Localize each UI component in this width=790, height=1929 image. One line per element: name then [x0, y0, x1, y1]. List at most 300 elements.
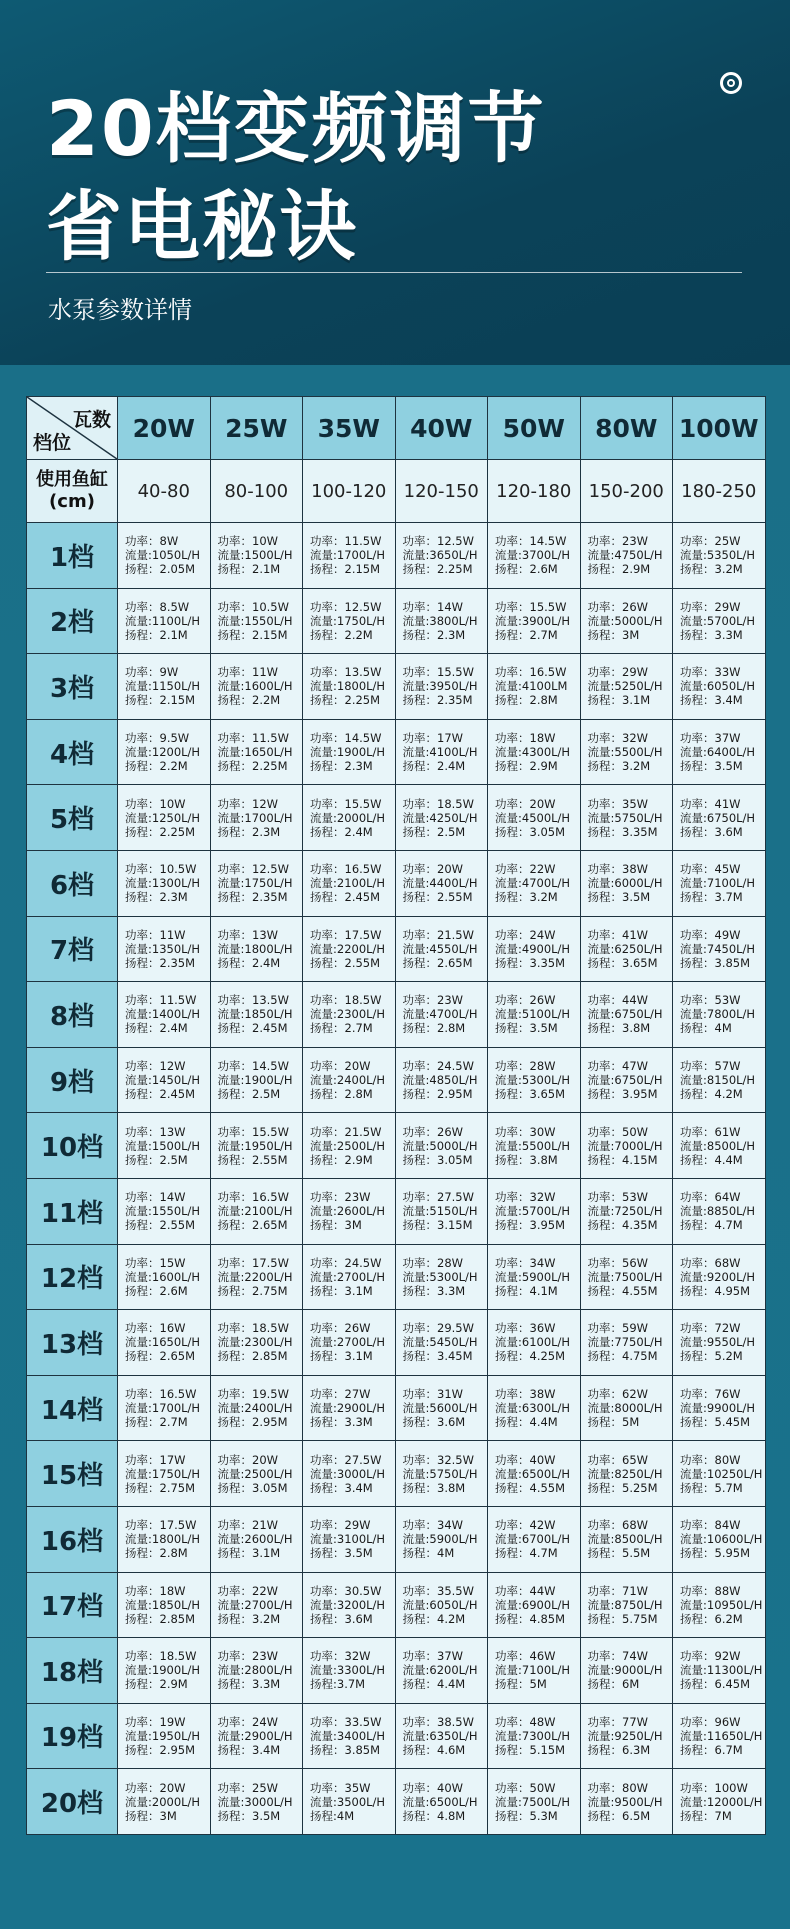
spec-cell [303, 1769, 396, 1835]
flow-value: 流量:4400L/H [402, 876, 478, 891]
wattage-header: 50W [488, 397, 581, 460]
flow-value: 流量:3400L/H [310, 1728, 386, 1743]
power-value: 功率：14W [402, 599, 464, 614]
gear-label: 9档 [27, 1047, 118, 1113]
power-value: 功率：35W [587, 796, 649, 811]
power-value: 功率：72W [680, 1321, 741, 1336]
head-value: 扬程：6.3M [587, 1742, 651, 1757]
spec-cell [303, 1638, 396, 1704]
head-value: 扬程：3.1M [217, 1546, 281, 1561]
power-value: 功率：80W [587, 1780, 649, 1795]
flow-value: 流量:4850L/H [402, 1073, 478, 1088]
flow-value: 流量:9900L/H [680, 1401, 756, 1416]
head-value: 扬程：2.7M [310, 1021, 373, 1036]
spec-cell [580, 1178, 673, 1244]
head-value: 扬程：2.65M [402, 955, 473, 970]
head-value: 扬程：3.3M [680, 627, 743, 642]
flow-value: 流量:6500L/H [495, 1466, 571, 1481]
spec-cell [580, 1047, 673, 1113]
flow-value: 流量:2300L/H [310, 1007, 386, 1022]
flow-value: 流量:9550L/H [680, 1335, 756, 1350]
spec-cell [118, 588, 211, 654]
spec-cell [395, 850, 488, 916]
spec-cell [673, 785, 766, 851]
spec-cell [210, 1047, 303, 1113]
spec-cell [673, 1113, 766, 1179]
head-value: 扬程：3.35M [587, 824, 658, 839]
power-value: 功率：37W [402, 1649, 464, 1664]
head-value: 扬程：3.15M [402, 1218, 473, 1233]
flow-value: 流量:2800L/H [217, 1663, 293, 1678]
tank-size-cell: 120-150 [395, 460, 488, 523]
power-value: 功率：20W [402, 862, 464, 877]
flow-value: 流量:1800L/H [125, 1532, 201, 1547]
flow-value: 流量:5100L/H [495, 1007, 571, 1022]
flow-value: 流量:5350L/H [680, 548, 756, 563]
spec-cell [210, 654, 303, 720]
gear-label: 20档 [27, 1769, 118, 1835]
spec-cell [395, 1572, 488, 1638]
head-value: 扬程：2.3M [125, 890, 188, 905]
head-value: 扬程：4.4M [495, 1415, 558, 1430]
power-value: 功率：20W [310, 1059, 371, 1074]
head-value: 扬程：2.4M [402, 759, 466, 774]
flow-value: 流量:4750L/H [587, 548, 663, 563]
power-value: 功率：17.5W [125, 1518, 197, 1533]
power-value: 功率：88W [680, 1583, 741, 1598]
head-value: 扬程：2.35M [402, 693, 473, 708]
flow-value: 流量:9000L/H [587, 1663, 663, 1678]
spec-cell [303, 1375, 396, 1441]
flow-value: 流量:1850L/H [217, 1007, 293, 1022]
head-value: 扬程：2.9M [125, 1677, 188, 1692]
flow-value: 流量:1400L/H [125, 1007, 201, 1022]
head-value: 扬程：3.1M [310, 1283, 373, 1298]
flow-value: 流量:6700L/H [495, 1532, 571, 1547]
tank-size-cell: 120-180 [488, 460, 581, 523]
spec-cell [210, 982, 303, 1048]
flow-value: 流量:12000L/H [680, 1794, 763, 1809]
power-value: 功率：48W [495, 1714, 556, 1729]
head-value: 扬程：3.2M [680, 562, 743, 577]
power-value: 功率：14.5W [495, 534, 567, 549]
spec-cell [488, 785, 581, 851]
flow-value: 流量:3800L/H [402, 613, 478, 628]
head-value: 扬程：2.7M [495, 627, 558, 642]
flow-value: 流量:1950L/H [217, 1138, 293, 1153]
spec-cell [488, 1113, 581, 1179]
power-value: 功率：9W [125, 665, 179, 680]
head-value: 扬程：4M [680, 1021, 732, 1036]
flow-value: 流量:11650L/H [680, 1728, 763, 1743]
power-value: 功率：13W [217, 927, 279, 942]
flow-value: 流量:3900L/H [495, 613, 571, 628]
power-value: 功率：65W [587, 1452, 649, 1467]
power-value: 功率：16.5W [217, 1190, 289, 1205]
flow-value: 流量:8150L/H [680, 1073, 756, 1088]
flow-value: 流量:7000L/H [587, 1138, 663, 1153]
head-value: 扬程：3.3M [310, 1415, 373, 1430]
gear-row [27, 1113, 766, 1179]
head-value: 扬程：3.3M [217, 1677, 281, 1692]
power-value: 功率：33.5W [310, 1714, 382, 1729]
power-value: 功率：59W [587, 1321, 649, 1336]
head-value: 扬程：3.3M [402, 1283, 466, 1298]
gear-row [27, 1375, 766, 1441]
head-value: 扬程：3.45M [402, 1349, 473, 1364]
head-value: 扬程：7M [680, 1808, 732, 1823]
power-value: 功率：20W [217, 1452, 279, 1467]
head-value: 扬程：2.65M [217, 1218, 288, 1233]
head-value: 扬程：5.3M [495, 1808, 558, 1823]
flow-value: 流量:6900L/H [495, 1597, 571, 1612]
power-value: 功率：50W [495, 1780, 556, 1795]
power-value: 功率：8W [125, 534, 179, 549]
spec-cell [488, 982, 581, 1048]
head-value: 扬程：3.2M [495, 890, 558, 905]
flow-value: 流量:1050L/H [125, 548, 201, 563]
spec-cell [488, 1703, 581, 1769]
power-value: 功率：27W [310, 1387, 371, 1402]
spec-cell [118, 1310, 211, 1376]
gear-label: 13档 [27, 1310, 118, 1376]
power-value: 功率：11.5W [125, 993, 197, 1008]
head-value: 扬程：3.7M [680, 890, 743, 905]
power-value: 功率：18.5W [310, 993, 382, 1008]
power-value: 功率：57W [680, 1059, 741, 1074]
spec-cell [673, 1178, 766, 1244]
head-value: 扬程：3.5M [587, 890, 651, 905]
power-value: 功率：74W [587, 1649, 649, 1664]
power-value: 功率：96W [680, 1714, 741, 1729]
head-value: 扬程：2.15M [310, 562, 381, 577]
power-value: 功率：16.5W [310, 862, 382, 877]
gear-row [27, 719, 766, 785]
spec-cell [395, 916, 488, 982]
power-value: 功率：26W [587, 599, 649, 614]
power-value: 功率：27.5W [310, 1452, 382, 1467]
flow-value: 流量:1250L/H [125, 810, 201, 825]
flow-value: 流量:4900L/H [495, 941, 571, 956]
head-value: 扬程：2.55M [310, 955, 381, 970]
spec-cell [395, 1244, 488, 1310]
flow-value: 流量:4500L/H [495, 810, 571, 825]
corner-gear-label: 档位 [33, 432, 72, 454]
flow-value: 流量:2600L/H [217, 1532, 293, 1547]
spec-cell [118, 785, 211, 851]
spec-cell [118, 1178, 211, 1244]
flow-value: 流量:3500L/H [310, 1794, 386, 1809]
spec-cell [118, 654, 211, 720]
power-value: 功率：16W [125, 1321, 186, 1336]
spec-cell [395, 982, 488, 1048]
head-value: 扬程：3.1M [587, 693, 651, 708]
tank-size-cell: 80-100 [210, 460, 303, 523]
power-value: 功率：11.5W [217, 731, 289, 746]
head-value: 扬程：6.5M [587, 1808, 651, 1823]
spec-cell [118, 1506, 211, 1572]
head-value: 扬程：5M [587, 1415, 640, 1430]
spec-cell [395, 1310, 488, 1376]
power-value: 功率：10W [125, 796, 186, 811]
flow-value: 流量:7250L/H [587, 1204, 663, 1219]
head-value: 扬程：2.55M [217, 1152, 288, 1167]
spec-cell [673, 916, 766, 982]
spec-cell [395, 1441, 488, 1507]
flow-value: 流量:6300L/H [495, 1401, 571, 1416]
power-value: 功率：77W [587, 1714, 649, 1729]
head-value: 扬程：2.25M [310, 693, 381, 708]
gear-label: 1档 [27, 523, 118, 589]
head-value: 扬程：2.85M [217, 1349, 288, 1364]
gear-row [27, 1769, 766, 1835]
power-value: 功率：26W [495, 993, 556, 1008]
power-value: 功率：10.5W [217, 599, 289, 614]
header-banner [0, 0, 790, 365]
head-value: 扬程：3.85M [680, 955, 751, 970]
spec-cell [488, 654, 581, 720]
power-value: 功率：8.5W [125, 599, 190, 614]
flow-value: 流量:2200L/H [310, 941, 386, 956]
head-value: 扬程：2.3M [217, 824, 281, 839]
head-value: 扬程：4.15M [587, 1152, 658, 1167]
head-value: 扬程：3.5M [495, 1021, 558, 1036]
head-value: 扬程：5.2M [680, 1349, 743, 1364]
spec-cell [118, 850, 211, 916]
flow-value: 流量:5150L/H [402, 1204, 478, 1219]
power-value: 功率：68W [587, 1518, 649, 1533]
head-value: 扬程：2.65M [125, 1349, 196, 1364]
head-value: 扬程：3M [125, 1808, 177, 1823]
head-value: 扬程：2.5M [125, 1152, 188, 1167]
power-value: 功率：20W [495, 796, 556, 811]
head-value: 扬程：2.25M [217, 759, 288, 774]
head-value: 扬程：2.8M [310, 1087, 373, 1102]
spec-cell [210, 523, 303, 589]
flow-value: 流量:5900L/H [495, 1269, 571, 1284]
head-value: 扬程：3.6M [402, 1415, 466, 1430]
flow-value: 流量:3000L/H [310, 1466, 386, 1481]
power-value: 功率：56W [587, 1255, 649, 1270]
flow-value: 流量:7450L/H [680, 941, 756, 956]
flow-value: 流量:2700L/H [310, 1269, 386, 1284]
head-value: 扬程：2.85M [125, 1611, 196, 1626]
gear-label: 10档 [27, 1113, 118, 1179]
spec-cell [303, 1506, 396, 1572]
flow-value: 流量:5900L/H [402, 1532, 478, 1547]
head-value: 扬程：3M [310, 1218, 362, 1233]
spec-cell [303, 785, 396, 851]
spec-cell [580, 1244, 673, 1310]
flow-value: 流量:4700L/H [495, 876, 571, 891]
page-title-line1: 20档变频调节 [46, 84, 546, 173]
gear-row [27, 785, 766, 851]
spec-cell [210, 1572, 303, 1638]
head-value: 扬程：2.15M [125, 693, 196, 708]
power-value: 功率：16.5W [495, 665, 567, 680]
head-value: 扬程：6M [587, 1677, 640, 1692]
head-value: 扬程：2.9M [495, 759, 558, 774]
power-value: 功率：23W [587, 534, 649, 549]
wattage-header: 25W [210, 397, 303, 460]
pump-parameter-table-wrapper [26, 396, 765, 1835]
flow-value: 流量:2000L/H [125, 1794, 201, 1809]
head-value: 扬程：4.85M [495, 1611, 566, 1626]
tank-size-label-text: 使用鱼缸 [36, 469, 108, 490]
spec-cell [118, 1375, 211, 1441]
spec-cell [673, 1506, 766, 1572]
spec-cell [673, 1703, 766, 1769]
spec-cell [395, 654, 488, 720]
spec-cell [580, 916, 673, 982]
head-value: 扬程：5.75M [587, 1611, 658, 1626]
gear-label: 5档 [27, 785, 118, 851]
corner-wattage-label: 瓦数 [72, 409, 111, 431]
flow-value: 流量:5300L/H [402, 1269, 478, 1284]
spec-cell [118, 1703, 211, 1769]
flow-value: 流量:9250L/H [587, 1728, 663, 1743]
spec-cell [210, 1441, 303, 1507]
power-value: 功率：34W [402, 1518, 464, 1533]
flow-value: 流量:7100L/H [680, 876, 756, 891]
power-value: 功率：12W [217, 796, 279, 811]
power-value: 功率：13W [125, 1124, 186, 1139]
spec-cell [580, 1703, 673, 1769]
flow-value: 流量:7100L/H [495, 1663, 571, 1678]
spec-cell [673, 1047, 766, 1113]
power-value: 功率：12W [125, 1059, 186, 1074]
power-value: 功率：32W [495, 1190, 556, 1205]
spec-cell [580, 1506, 673, 1572]
flow-value: 流量:6350L/H [402, 1728, 478, 1743]
power-value: 功率：37W [680, 731, 741, 746]
power-value: 功率：64W [680, 1190, 741, 1205]
flow-value: 流量:2400L/H [310, 1073, 386, 1088]
flow-value: 流量:1150L/H [125, 679, 201, 694]
head-value: 扬程：4.1M [495, 1283, 558, 1298]
spec-cell [673, 850, 766, 916]
tank-size-cell: 180-250 [673, 460, 766, 523]
spec-cell [673, 654, 766, 720]
power-value: 功率：10W [217, 534, 279, 549]
power-value: 功率：41W [680, 796, 741, 811]
power-value: 功率：24.5W [310, 1255, 382, 1270]
flow-value: 流量:5300L/H [495, 1073, 571, 1088]
head-value: 扬程：3.6M [680, 824, 743, 839]
head-value: 扬程：4.4M [402, 1677, 466, 1692]
power-value: 功率：18W [495, 731, 556, 746]
gear-row [27, 916, 766, 982]
flow-value: 流量:5250L/H [587, 679, 663, 694]
power-value: 功率：21W [217, 1518, 279, 1533]
spec-cell [303, 1113, 396, 1179]
flow-value: 流量:2700L/H [310, 1335, 386, 1350]
spec-cell [210, 1506, 303, 1572]
registered-mark-icon [720, 72, 742, 94]
head-value: 扬程：2.3M [310, 759, 373, 774]
flow-value: 流量:1100L/H [125, 613, 201, 628]
flow-value: 流量:7500L/H [587, 1269, 663, 1284]
spec-cell [673, 1638, 766, 1704]
power-value: 功率：62W [587, 1387, 649, 1402]
wattage-header: 20W [118, 397, 211, 460]
power-value: 功率：100W [680, 1780, 748, 1795]
gear-label: 19档 [27, 1703, 118, 1769]
flow-value: 流量:3300L/H [310, 1663, 386, 1678]
gear-label: 4档 [27, 719, 118, 785]
wattage-header: 100W [673, 397, 766, 460]
head-value: 扬程：3.2M [217, 1611, 281, 1626]
spec-cell [303, 916, 396, 982]
spec-cell [580, 1769, 673, 1835]
gear-row [27, 1506, 766, 1572]
spec-cell [303, 719, 396, 785]
gear-label: 15档 [27, 1441, 118, 1507]
power-value: 功率：50W [587, 1124, 649, 1139]
gear-row [27, 1638, 766, 1704]
head-value: 扬程：4.8M [402, 1808, 466, 1823]
flow-value: 流量:4550L/H [402, 941, 478, 956]
head-value: 扬程：2.55M [402, 890, 473, 905]
head-value: 扬程：2.9M [587, 562, 651, 577]
flow-value: 流量:6400L/H [680, 745, 756, 760]
head-value: 扬程：4.6M [402, 1742, 466, 1757]
flow-value: 流量:1700L/H [310, 548, 386, 563]
power-value: 功率：14.5W [310, 731, 382, 746]
flow-value: 流量:1450L/H [125, 1073, 201, 1088]
flow-value: 流量:1500L/H [217, 548, 293, 563]
power-value: 功率：12.5W [402, 534, 474, 549]
tank-size-row [27, 460, 766, 523]
power-value: 功率：17W [125, 1452, 186, 1467]
flow-value: 流量:8500L/H [587, 1532, 663, 1547]
gear-label: 17档 [27, 1572, 118, 1638]
head-value: 扬程：6.45M [680, 1677, 751, 1692]
gear-label: 14档 [27, 1375, 118, 1441]
flow-value: 流量:2700L/H [217, 1597, 293, 1612]
spec-cell [488, 916, 581, 982]
flow-value: 流量:4700L/H [402, 1007, 478, 1022]
spec-cell [395, 588, 488, 654]
spec-cell [210, 1310, 303, 1376]
spec-cell [673, 523, 766, 589]
spec-cell [210, 1113, 303, 1179]
tank-size-label [27, 460, 118, 523]
flow-value: 流量:1750L/H [217, 876, 293, 891]
tank-size-unit: (cm) [49, 491, 95, 512]
power-value: 功率：11.5W [310, 534, 382, 549]
head-value: 扬程：2.6M [495, 562, 558, 577]
head-value: 扬程：2.95M [217, 1415, 288, 1430]
gear-label: 16档 [27, 1506, 118, 1572]
head-value: 扬程：2.25M [402, 562, 473, 577]
power-value: 功率：32W [310, 1649, 371, 1664]
spec-cell [673, 588, 766, 654]
gear-row [27, 1047, 766, 1113]
power-value: 功率：19.5W [217, 1387, 289, 1402]
flow-value: 流量:7750L/H [587, 1335, 663, 1350]
head-value: 扬程：4.35M [587, 1218, 658, 1233]
head-value: 扬程：2.15M [217, 627, 288, 642]
flow-value: 流量:2900L/H [217, 1728, 293, 1743]
gear-label: 2档 [27, 588, 118, 654]
head-value: 扬程：2.2M [310, 627, 373, 642]
flow-value: 流量:8500L/H [680, 1138, 756, 1153]
spec-cell [673, 1441, 766, 1507]
spec-cell [118, 1441, 211, 1507]
head-value: 扬程：2.5M [402, 824, 466, 839]
flow-value: 流量:5750L/H [402, 1466, 478, 1481]
